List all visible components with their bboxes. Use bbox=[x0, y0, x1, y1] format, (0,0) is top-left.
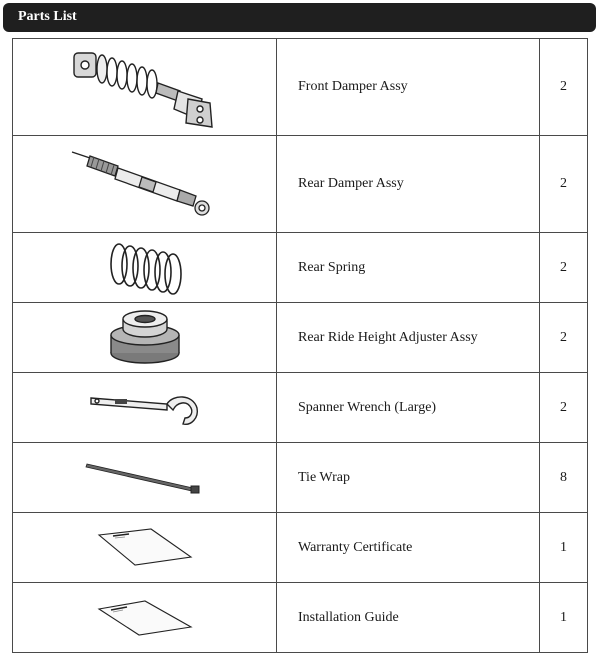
part-qty: 1 bbox=[540, 583, 588, 653]
table-row bbox=[13, 513, 588, 583]
table-row bbox=[13, 443, 588, 513]
part-name: Installation Guide bbox=[277, 583, 540, 653]
part-name: Spanner Wrench (Large) bbox=[277, 373, 540, 443]
table-row bbox=[13, 583, 588, 653]
table-row bbox=[13, 136, 588, 233]
table-row bbox=[13, 39, 588, 136]
front-damper-icon bbox=[70, 43, 220, 131]
part-qty: 2 bbox=[540, 39, 588, 136]
header-title: Parts List bbox=[18, 9, 77, 24]
part-name: Tie Wrap bbox=[277, 443, 540, 513]
part-name: Rear Damper Assy bbox=[277, 136, 540, 233]
installation-guide-icon bbox=[95, 597, 195, 639]
part-qty: 2 bbox=[540, 136, 588, 233]
tie-wrap-icon bbox=[85, 458, 205, 498]
part-qty: 2 bbox=[540, 373, 588, 443]
spanner-wrench-icon bbox=[87, 388, 203, 428]
part-name: Rear Spring bbox=[277, 233, 540, 303]
rear-damper-icon bbox=[70, 144, 220, 224]
part-qty: 2 bbox=[540, 303, 588, 373]
part-name: Warranty Certificate bbox=[277, 513, 540, 583]
parts-list-header bbox=[3, 3, 596, 32]
parts-table bbox=[12, 38, 588, 653]
table-row bbox=[13, 373, 588, 443]
ride-height-adjuster-icon bbox=[105, 307, 185, 369]
table-row bbox=[13, 233, 588, 303]
part-name: Rear Ride Height Adjuster Assy bbox=[277, 303, 540, 373]
rear-spring-icon bbox=[105, 238, 185, 298]
part-qty: 1 bbox=[540, 513, 588, 583]
part-qty: 8 bbox=[540, 443, 588, 513]
table-row bbox=[13, 303, 588, 373]
part-qty: 2 bbox=[540, 233, 588, 303]
part-name: Front Damper Assy bbox=[277, 39, 540, 136]
warranty-certificate-icon bbox=[95, 527, 195, 569]
